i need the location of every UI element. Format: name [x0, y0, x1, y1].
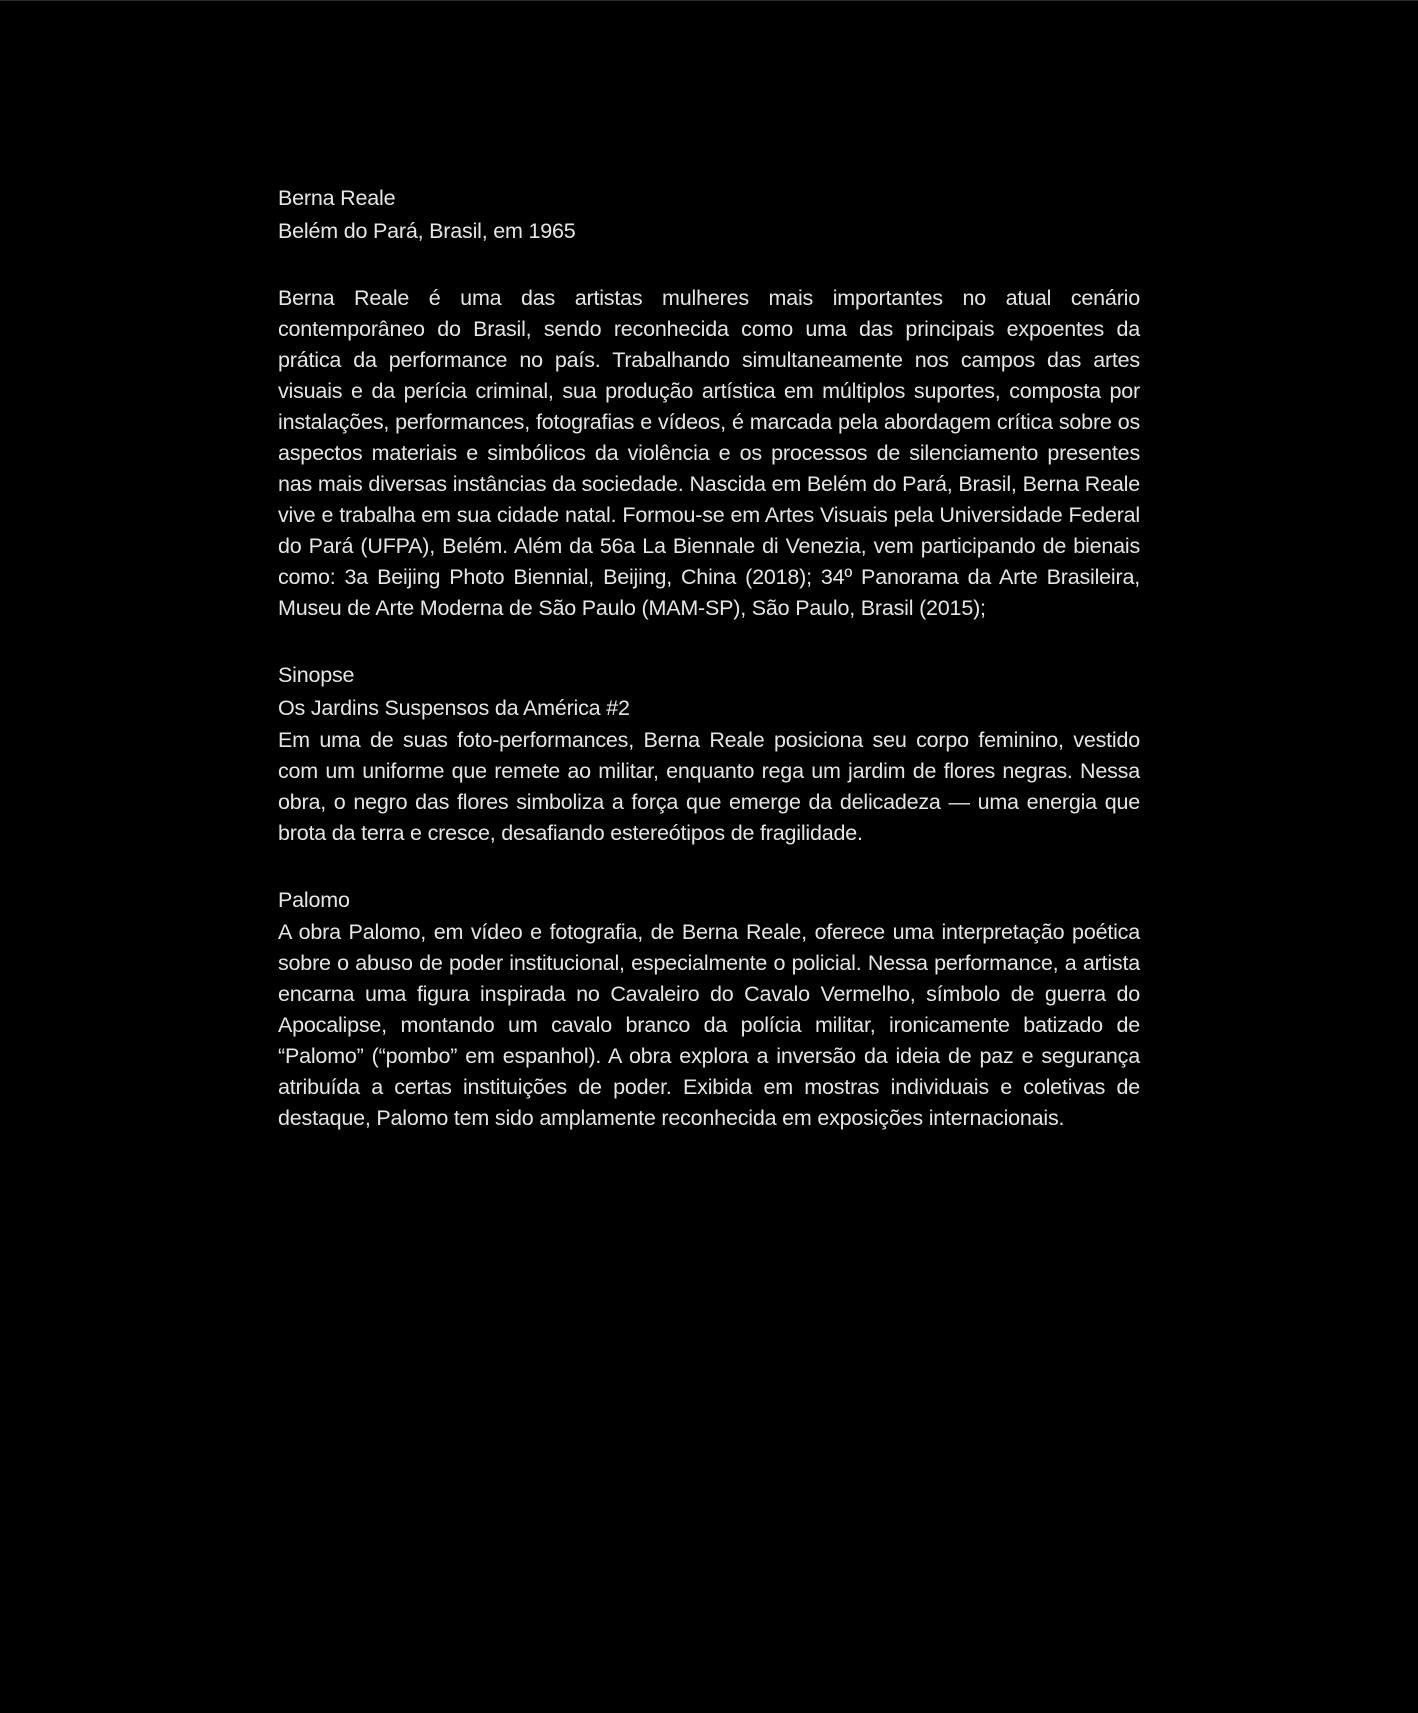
- artist-bio: Berna Reale é uma das artistas mulheres mais importantes no atual cenário contemporâneo do Brasil, sendo reconhecida como uma das principais expoentes da prática da performance no país. Trabalhando simultaneamente nos campos das artes visuais e da perícia criminal, sua produção artística em múltiplos suportes, composta por instalações, performances, fotografias e vídeos, é marcada pela abordagem crítica sobre os aspectos materiais e simbólicos da violência e os processos de silenciamento presentes nas mais diversas instâncias da sociedade. Nascida em Belém do Pará, Brasil, Berna Reale vive e trabalha em sua cidade natal. Formou-se em Artes Visuais pela Universidade Federal do Pará (UFPA), Belém. Além da 56a La Biennale di Venezia, vem participando de bienais como: 3a Beijing Photo Biennial, Beijing, China (2018); 34º Panorama da Arte Brasileira, Museu de Arte Moderna de São Paulo (MAM-SP), São Paulo, Brasil (2015);: [278, 286, 1140, 620]
- spacer: [278, 849, 1140, 884]
- artist-name: Berna Reale: [278, 186, 396, 210]
- spacer: [278, 624, 1140, 659]
- synopsis-work-title: Os Jardins Suspensos da América #2: [278, 696, 630, 720]
- document-body: [278, 182, 1140, 1134]
- synopsis-text: Em uma de suas foto-performances, Berna Reale posiciona seu corpo feminino, vestido com um uniforme que remete ao militar, enquanto rega um jardim de flores negras. Nessa obra, o negro das flores simboliza a força que emerge da delicadeza — uma energia que brota da terra e cresce, desafiando estereótipos de fragilidade.: [278, 728, 1140, 845]
- palomo-text: A obra Palomo, em vídeo e fotografia, de Berna Reale, oferece uma interpretação poética sobre o abuso de poder institucional, especialmente o policial. Nessa performance, a artista encarna uma figura inspirada no Cavaleiro do Cavalo Vermelho, símbolo de guerra do Apocalipse, montando um cavalo branco da polícia militar, ironicamente batizado de “Palomo” (“pombo” em espanhol). A obra explora a inversão da ideia de paz e segurança atribuída a certas instituições de poder. Exibida em mostras individuais e coletivas de destaque, Palomo tem sido amplamente reconhecida em exposições internacionais.: [278, 920, 1140, 1130]
- synopsis-heading: Sinopse: [278, 663, 355, 687]
- palomo-heading: Palomo: [278, 888, 350, 912]
- artist-origin: Belém do Pará, Brasil, em 1965: [278, 219, 576, 243]
- top-border-line: [0, 0, 1418, 1]
- spacer: [278, 248, 1140, 283]
